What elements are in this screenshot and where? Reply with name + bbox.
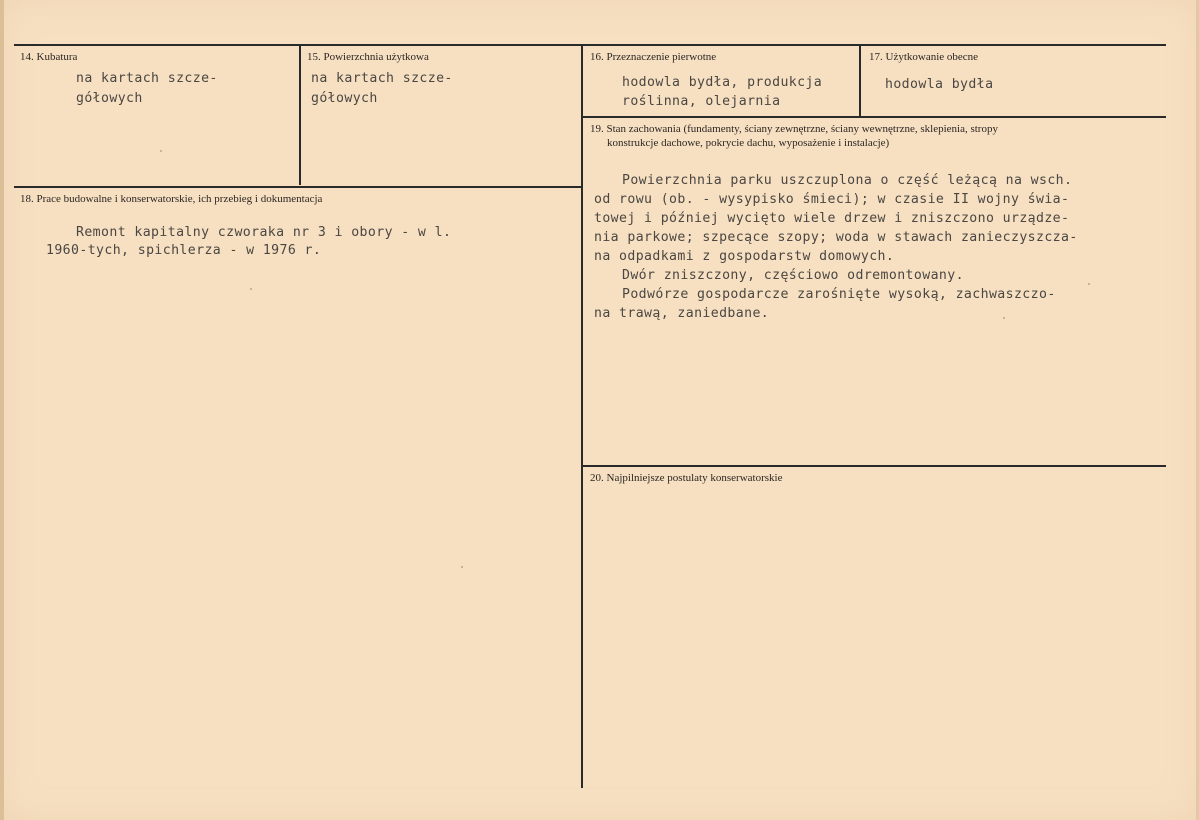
divider-14-15 [299, 45, 301, 185]
paper-speck [1003, 317, 1005, 319]
field-14-line-1: na kartach szcze- [76, 71, 218, 86]
field-19-line-5: na odpadkami z gospodarstw domowych. [594, 249, 895, 264]
field-17-line-1: hodowla bydła [885, 77, 994, 92]
field-18-label: 18. Prace budowalne i konserwatorskie, ich przebieg i dokumentacja [20, 193, 323, 205]
top-rule [14, 44, 1166, 46]
field-19-label-line-1: 19. Stan zachowania (fundamenty, ściany zewnętrzne, ściany wewnętrzne, sklepienia, stropy [590, 123, 998, 135]
field-14-line-2: gółowych [76, 91, 143, 106]
field-19-line-1: Powierzchnia parku uszczuplona o część leżącą na wsch. [622, 173, 1073, 188]
divider-16-17 [859, 45, 861, 117]
field-19-line-8: na trawą, zaniedbane. [594, 306, 770, 321]
field-14-label: 14. Kubatura [20, 51, 78, 63]
field-19-line-7: Podwórze gospodarcze zarośnięte wysoką, zachwaszczo- [622, 287, 1056, 302]
field-19-line-4: nia parkowe; szpecące szopy; woda w stawach zanieczyszcza- [594, 230, 1078, 245]
field-16-line-2: roślinna, olejarnia [622, 94, 781, 109]
field-19-line-6: Dwór zniszczony, częściowo odremontowany. [622, 268, 964, 283]
divider-center [581, 45, 583, 788]
field-16-label: 16. Przeznaczenie pierwotne [590, 51, 717, 63]
field-15-label: 15. Powierzchnia użytkowa [307, 51, 429, 63]
rule-under-19 [582, 465, 1166, 467]
field-16-line-1: hodowla bydła, produkcja [622, 75, 823, 90]
field-18-line-1: Remont kapitalny czworaka nr 3 i obory - w l. [76, 225, 452, 240]
rule-under-14-15 [14, 186, 582, 188]
field-15-line-1: na kartach szcze- [311, 71, 453, 86]
rule-under-16-17 [582, 116, 1166, 118]
field-19-line-2: od rowu (ob. - wysypisko śmieci); w czasie II wojny świa- [594, 192, 1070, 207]
paper-speck [461, 566, 463, 568]
field-19-label-line-2: konstrukcje dachowe, pokrycie dachu, wyposażenie i instalacje) [607, 137, 890, 149]
field-19-line-3: towej i później wycięto wiele drzew i zniszczono urządze- [594, 211, 1070, 226]
field-17-label: 17. Użytkowanie obecne [869, 51, 979, 63]
paper-speck [1088, 283, 1090, 285]
field-18-line-2: 1960-tych, spichlerza - w 1976 r. [46, 243, 322, 258]
field-20-label: 20. Najpilniejsze postulaty konserwatorskie [590, 472, 783, 484]
card-edge-left [0, 0, 4, 820]
paper-speck [160, 150, 162, 152]
paper-speck [250, 288, 252, 290]
field-15-line-2: gółowych [311, 91, 378, 106]
